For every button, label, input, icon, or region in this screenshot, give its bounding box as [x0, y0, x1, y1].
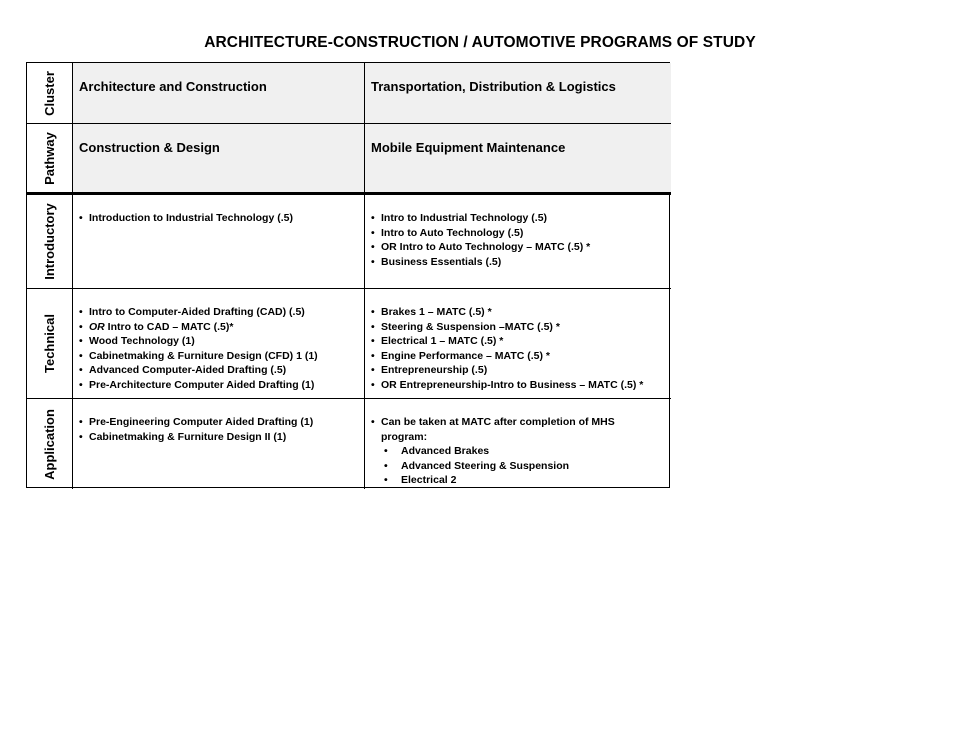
list-item: • Advanced Computer-Aided Drafting (.5) — [79, 363, 360, 378]
technical-left-list — [79, 305, 360, 393]
list-item: • Pre-Engineering Computer Aided Drafting (1) — [79, 415, 360, 430]
technical-left-cell — [73, 289, 365, 399]
pathway-left: Construction & Design — [79, 140, 220, 155]
page-title: ARCHITECTURE-CONSTRUCTION / AUTOMOTIVE PROGRAMS OF STUDY — [204, 34, 756, 51]
list-item: • Intro to Auto Technology (.5) — [371, 226, 667, 241]
sub-list-item: • Electrical 2 — [381, 473, 631, 488]
list-item: • Cabinetmaking & Furniture Design (CFD) 1 (1) — [79, 349, 360, 364]
row-label-pathway-cell — [27, 124, 73, 195]
introductory-right-list — [371, 211, 667, 269]
technical-right-cell — [365, 289, 671, 399]
or-label: OR — [89, 320, 105, 333]
list-item: • Introduction to Industrial Technology (.5) — [79, 211, 360, 226]
list-item: • Intro to Industrial Technology (.5) — [371, 211, 667, 226]
list-item: • Electrical 1 – MATC (.5) * — [371, 334, 667, 349]
row-label-application: Application — [42, 408, 57, 480]
pathway-right: Mobile Equipment Maintenance — [371, 140, 566, 155]
list-item — [79, 320, 360, 335]
list-item: • Intro to Computer-Aided Drafting (CAD) (.5) — [79, 305, 360, 320]
row-label-technical: Technical — [42, 313, 58, 374]
introductory-right-cell — [365, 195, 671, 289]
cluster-right: Transportation, Distribution & Logistics — [371, 79, 616, 94]
list-item — [371, 415, 631, 488]
pathway-left-cell — [73, 124, 365, 195]
list-item: • OR Intro to Auto Technology – MATC (.5) * — [371, 240, 667, 255]
application-left-list — [79, 415, 360, 444]
list-item: • OR Entrepreneurship-Intro to Business – MATC (.5) * — [371, 378, 667, 393]
list-item-text: Can be taken at MATC after completion of MHS program: — [381, 416, 615, 443]
row-label-technical-cell — [27, 289, 73, 399]
cluster-right-cell — [365, 63, 671, 124]
row-label-introductory-cell — [27, 195, 73, 289]
application-right-cell — [365, 399, 671, 489]
row-label-cluster-cell — [27, 63, 73, 124]
list-item: • Engine Performance – MATC (.5) * — [371, 349, 667, 364]
sub-list-item: • Advanced Steering & Suspension — [381, 459, 631, 474]
application-right-list — [371, 415, 667, 488]
programs-of-study-table — [26, 62, 670, 488]
row-label-introductory: Introductory — [42, 203, 57, 280]
row-label-application-cell — [27, 399, 73, 489]
row-label-cluster: Cluster — [41, 70, 57, 116]
list-item: • Business Essentials (.5) — [371, 255, 667, 270]
list-item: • Entrepreneurship (.5) — [371, 363, 667, 378]
cluster-left: Architecture and Construction — [79, 79, 267, 94]
technical-right-list — [371, 305, 667, 393]
row-label-pathway: Pathway — [42, 131, 57, 185]
list-item: • Wood Technology (1) — [79, 334, 360, 349]
list-item: • Cabinetmaking & Furniture Design II (1) — [79, 430, 360, 445]
list-item: • Pre-Architecture Computer Aided Drafting (1) — [79, 378, 360, 393]
pathway-right-cell — [365, 124, 671, 195]
cluster-left-cell — [73, 63, 365, 124]
sub-list-item: • Advanced Brakes — [381, 444, 631, 459]
list-item: • Brakes 1 – MATC (.5) * — [371, 305, 667, 320]
list-item: • Steering & Suspension –MATC (.5) * — [371, 320, 667, 335]
application-sub-list — [381, 444, 631, 488]
introductory-left-cell — [73, 195, 365, 289]
introductory-left-list — [79, 211, 360, 226]
list-item-text: Intro to CAD – MATC (.5)* — [104, 320, 234, 333]
application-left-cell — [73, 399, 365, 489]
